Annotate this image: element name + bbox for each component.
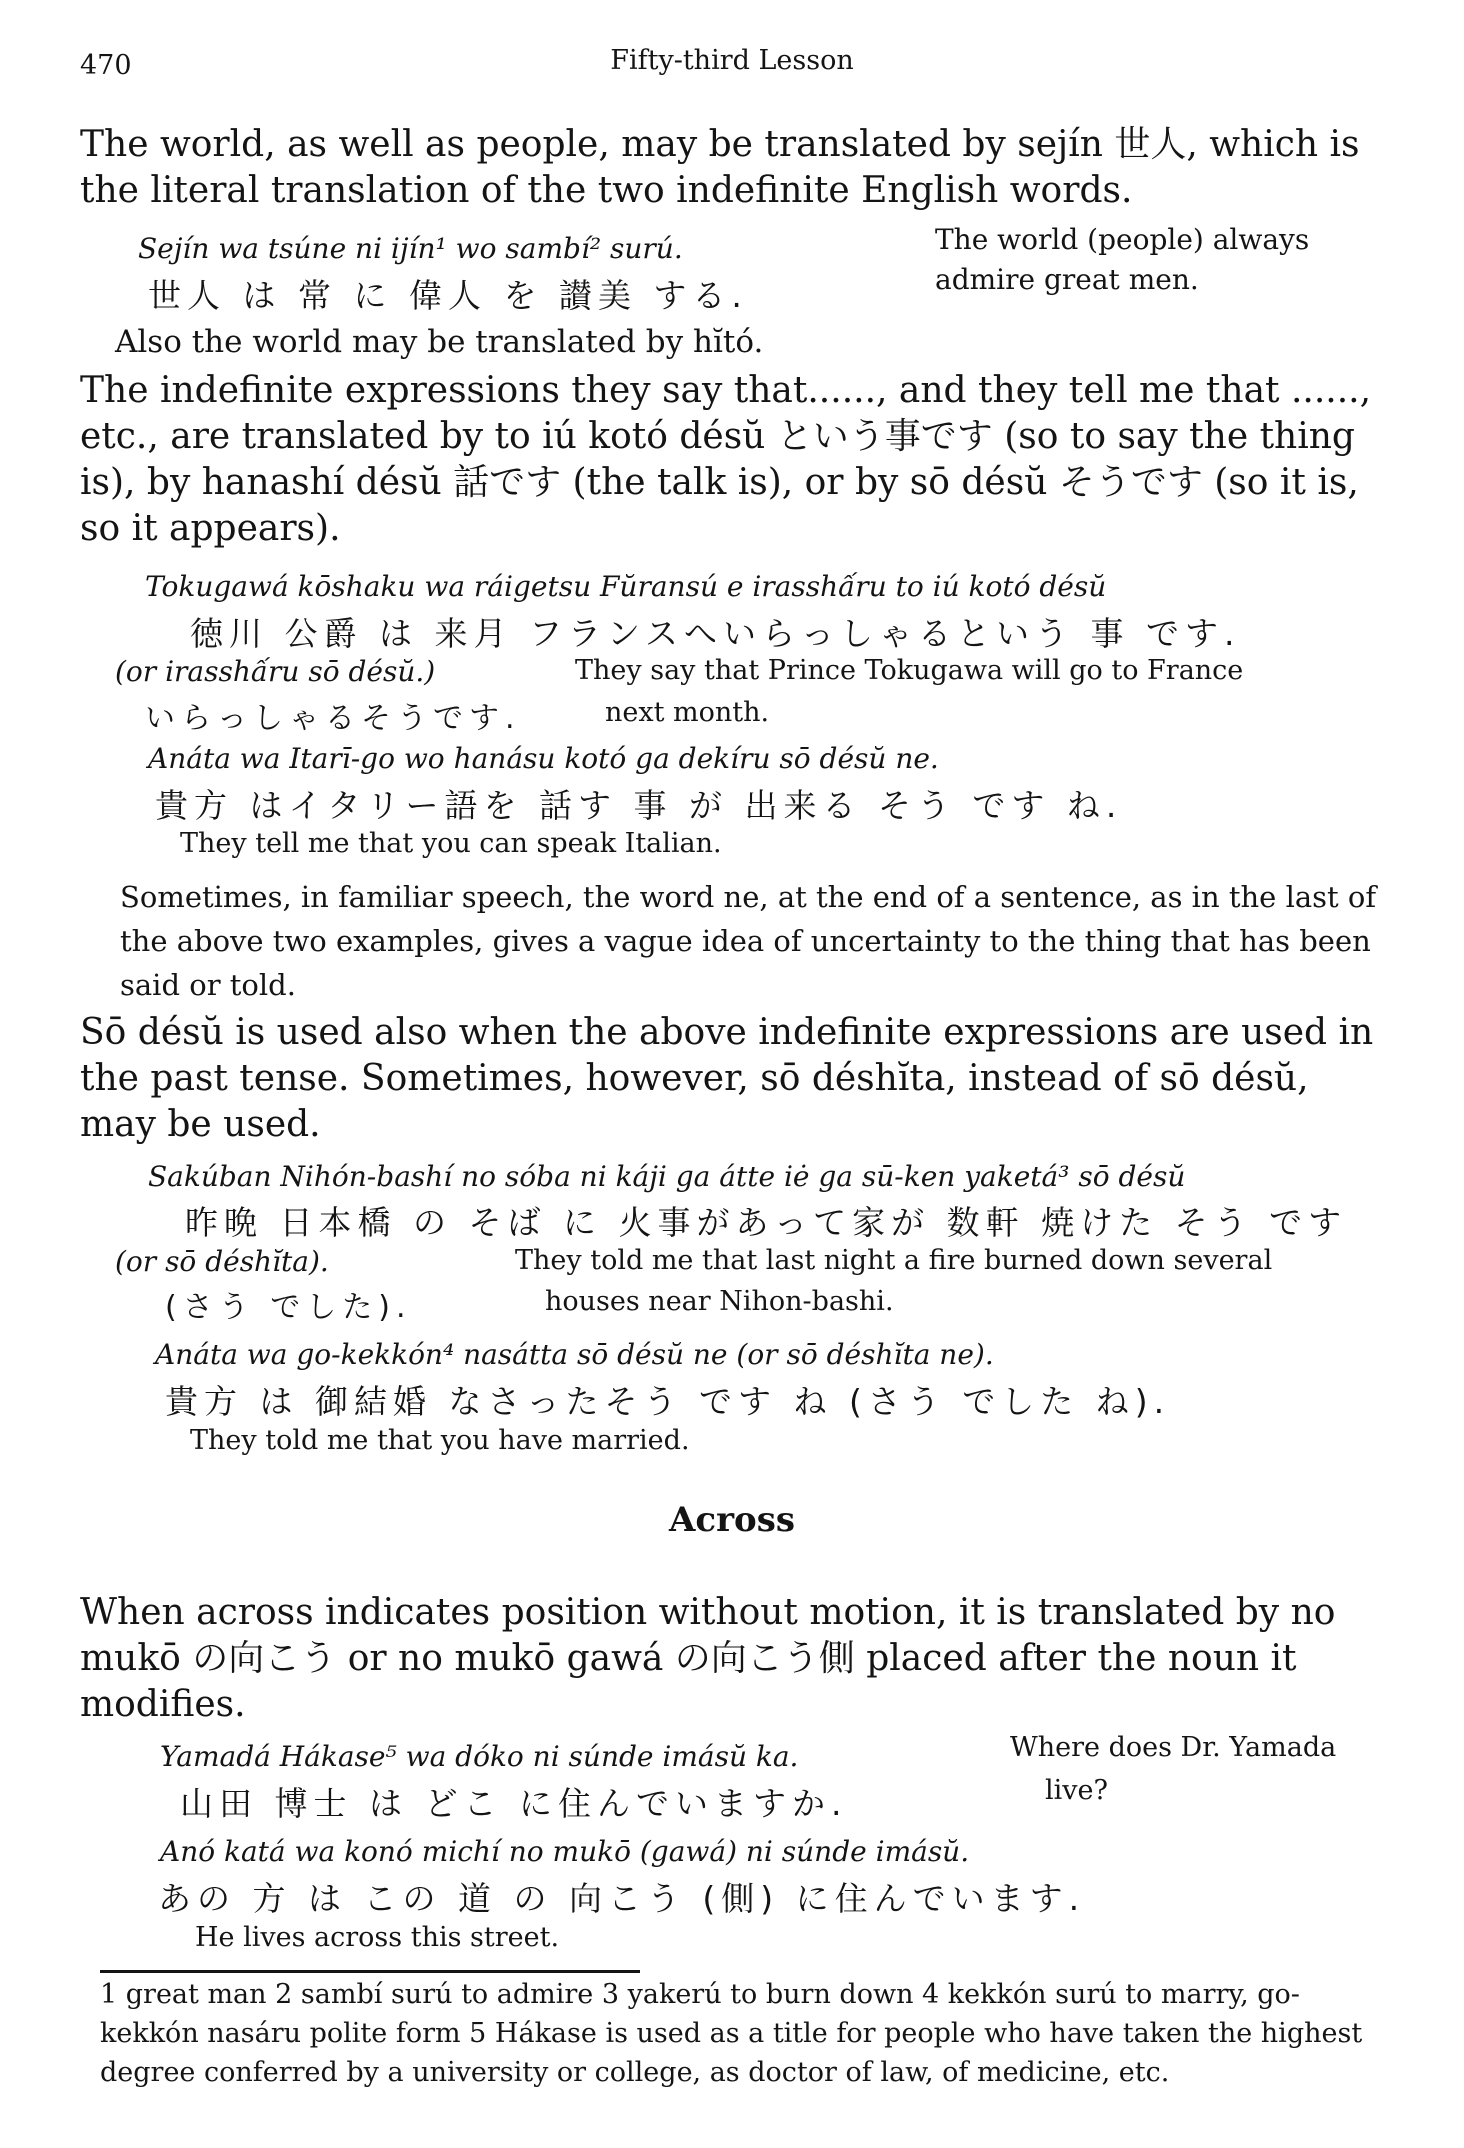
example-2-translation-line-1: They say that Prince Tokugawa will go to France — [575, 655, 1244, 686]
paragraph-also: Also the world may be translated by hĭtó. — [115, 324, 764, 360]
example-2-japanese: 徳川 公爵 は 来月 フランスへいらっしゃるという 事 です. — [190, 614, 1241, 653]
paragraph-world: The world, as well as people, may be translated by sejín 世人, which is the literal translation of the two indefinite English words. — [80, 124, 1360, 211]
paragraph-ne: Sometimes, in familiar speech, the word ne, at the end of a sentence, as in the last of the above two examples, gives a vague idea of uncertainty to the thing that has been said or told. — [120, 880, 1377, 1002]
example-6-translation-line-1: Where does Dr. Yamada — [1010, 1732, 1337, 1763]
example-3-romaji: Anáta wa Itarī-go wo hanásu kotó ga dekíru sō désŭ ne. — [148, 742, 939, 775]
example-1-translation: The world (people) always admire great men. — [935, 223, 1310, 296]
example-4-romaji: Sakúban Nihón-bashí no sóba ni káji ga átte iė ga sū-ken yaketá³ sō désŭ — [148, 1160, 1186, 1193]
example-3-japanese: 貴方 はイタリー語を 話す 事 が 出来る そう です ね. — [155, 786, 1123, 825]
example-4-translation-line-1: They told me that last night a fire burned down several — [515, 1245, 1273, 1276]
example-6-romaji: Yamadá Hákase⁵ wa dóko ni súnde imásŭ ka. — [160, 1740, 799, 1773]
footnotes: 1 great man 2 sambí surú to admire 3 yakerú to burn down 4 kekkón surú to marry, go-kekkón nasáru polite form 5 Hákase is used as a title for people who have taken the highest degree conferred by a university or college, as doctor of law, of medicine, etc. — [100, 1979, 1363, 2088]
example-4-japanese: 昨晩 日本橋 の そば に 火事があって家が 数軒 焼けた そう です — [185, 1203, 1348, 1242]
paragraph-past-tense: Sō désŭ is used also when the above indefinite expressions are used in the past tense. Sometimes, however, sō déshĭta, instead of sō désŭ, may be used. — [80, 1012, 1374, 1145]
example-4-translation-line-2: houses near Nihon-bashi. — [545, 1286, 894, 1317]
example-1-japanese: 世人 は 常 に 偉人 を 讃美 する. — [148, 276, 748, 315]
example-2-translation-line-2: next month. — [605, 697, 770, 728]
example-7-japanese: あの 方 は この 道 の 向こう (側) に住んでいます. — [158, 1879, 1086, 1918]
example-7-translation: He lives across this street. — [195, 1922, 560, 1953]
example-2-alternative-japanese: いらっしゃるそうです. — [145, 701, 521, 736]
section-heading: Across — [669, 1500, 795, 1540]
example-4-alternative: (or sō déshĭta). — [115, 1245, 329, 1278]
running-head: Fifty-third Lesson — [610, 45, 854, 76]
example-4-alternative-japanese: (さう でした). — [165, 1290, 412, 1325]
example-7-romaji: Anó katá wa konó michí no mukō (gawá) ni súnde imásŭ. — [160, 1835, 970, 1868]
example-6-japanese: 山田 博士 は どこ に住んでいますか. — [180, 1784, 848, 1823]
example-3-translation: They tell me that you can speak Italian. — [180, 828, 722, 859]
example-5-japanese: 貴方 は 御結婚 なさったそう です ね (さう でした ね). — [165, 1382, 1171, 1421]
paragraph-indefinite: The indefinite expressions they say that......, and they tell me that ......, etc., are translated by to iú kotó désŭ という事です (so to say the thing is), by hanashí désŭ 話です (the talk is), or by sō désŭ そうです (so it is, so it appears). — [80, 370, 1372, 549]
example-1-romaji: Sejín wa tsúne ni ijín¹ wo sambí² surú. — [138, 232, 683, 265]
example-6-translation-line-2: live? — [1045, 1775, 1108, 1806]
paragraph-across: When across indicates position without motion, it is translated by no mukō の向こう or no mukō gawá の向こう側 placed after the noun it modifies. — [80, 1592, 1336, 1725]
example-2-alternative: (or irasshấru sō désŭ.) — [115, 655, 436, 688]
example-5-translation: They told me that you have married. — [190, 1425, 690, 1456]
example-5-romaji: Anáta wa go-kekkón⁴ nasátta sō désŭ ne (or sō déshĭta ne). — [155, 1338, 994, 1371]
page-number: 470 — [80, 50, 132, 81]
footnote-rule — [100, 1970, 640, 1973]
example-2-romaji: Tokugawá kōshaku wa ráigetsu Fŭransú e irasshấru to iú kotó désŭ — [145, 570, 1107, 603]
